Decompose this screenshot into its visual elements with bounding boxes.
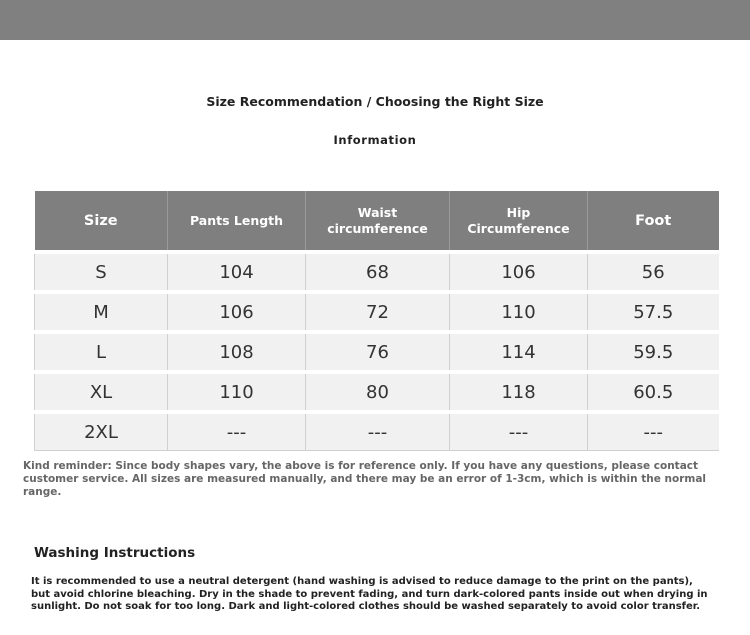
cell-foot: --- (588, 412, 719, 451)
cell-waist: 80 (306, 372, 450, 412)
cell-size: 2XL (35, 412, 168, 451)
cell-pants-length: 106 (168, 292, 306, 332)
cell-pants-length: --- (168, 412, 306, 451)
table-row (35, 292, 719, 332)
cell-foot: 57.5 (588, 292, 719, 332)
cell-pants-length: 108 (168, 332, 306, 372)
column-header-waist: Waist circumference (306, 191, 450, 252)
cell-pants-length: 104 (168, 252, 306, 292)
cell-size: L (35, 332, 168, 372)
cell-hip: 106 (450, 252, 588, 292)
table-header-row (35, 191, 719, 252)
table-row (35, 372, 719, 412)
cell-hip: 110 (450, 292, 588, 332)
column-header-pants-length: Pants Length (168, 191, 306, 252)
page-subtitle: Information (333, 133, 417, 147)
table-row (35, 252, 719, 292)
cell-waist: 68 (306, 252, 450, 292)
table-row (35, 332, 719, 372)
size-chart-table (34, 191, 719, 451)
cell-foot: 60.5 (588, 372, 719, 412)
washing-instructions-text: It is recommended to use a neutral detergent (hand washing is advised to reduce damage to the print on the pants), but avoid chlorine bleaching. Dry in the shade to prevent fading, and turn dark-colored pants inside out when drying in sunlight. Do not soak for too long. Dark and light-colored clothes should be washed separately to avoid color transfer. (31, 576, 708, 612)
page-title: Size Recommendation / Choosing the Right Size (206, 94, 544, 109)
cell-size: S (35, 252, 168, 292)
cell-foot: 59.5 (588, 332, 719, 372)
column-header-hip: Hip Circumference (450, 191, 588, 252)
cell-waist: 72 (306, 292, 450, 332)
cell-hip: --- (450, 412, 588, 451)
column-header-foot: Foot (588, 191, 719, 252)
column-header-size: Size (35, 191, 168, 252)
cell-waist: --- (306, 412, 450, 451)
cell-hip: 118 (450, 372, 588, 412)
cell-size: XL (35, 372, 168, 412)
cell-size: M (35, 292, 168, 332)
washing-instructions-title: Washing Instructions (34, 545, 196, 561)
cell-foot: 56 (588, 252, 719, 292)
cell-pants-length: 110 (168, 372, 306, 412)
cell-hip: 114 (450, 332, 588, 372)
top-banner-bar (0, 0, 750, 40)
size-reminder-note: Kind reminder: Since body shapes vary, the above is for reference only. If you have any questions, please contact customer service. All sizes are measured manually, and there may be an error of 1-3cm, which is within the normal range. (23, 460, 707, 498)
table-row (35, 412, 719, 451)
cell-waist: 76 (306, 332, 450, 372)
